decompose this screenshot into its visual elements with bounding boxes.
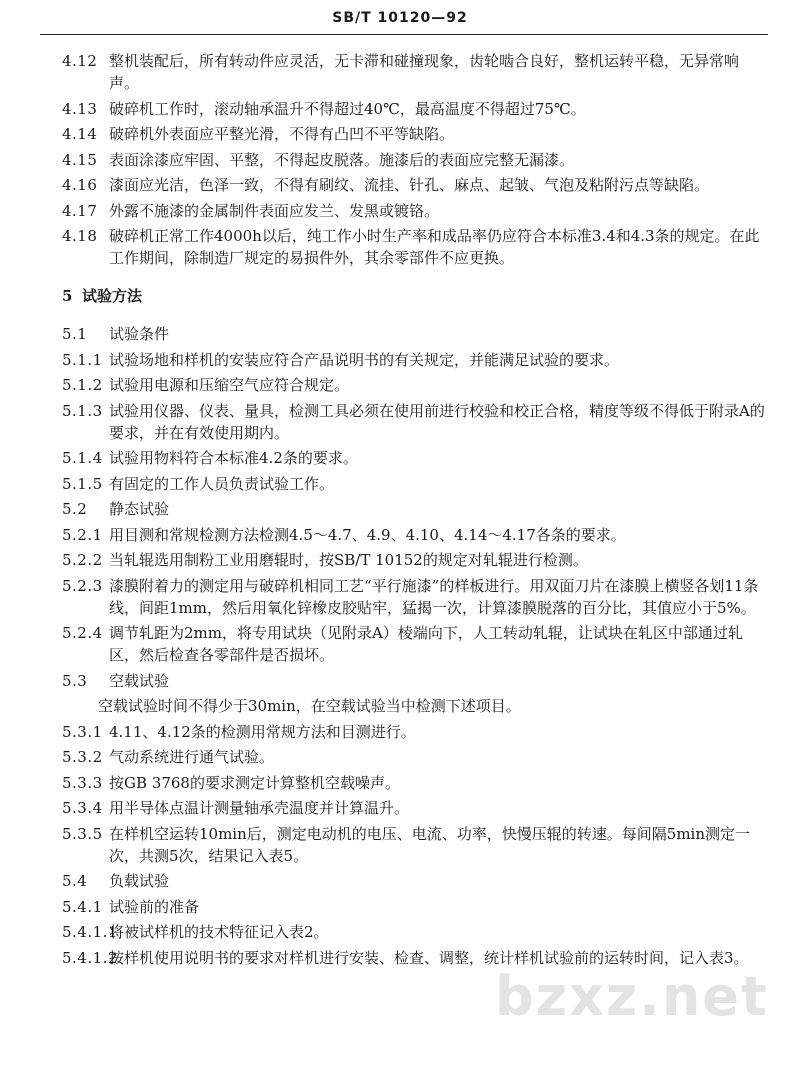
clause-number: 4.15 <box>62 150 98 169</box>
clause-number: 5.2.3 <box>62 576 103 595</box>
clause-item <box>62 575 767 619</box>
clause-text: 试验场地和样机的安装应符合产品说明书的有关规定，并能满足试验的要求。 <box>109 350 620 369</box>
clause-item <box>62 746 767 768</box>
clause-text: 破碎机工作时，滚动轴承温升不得超过40℃，最高温度不得超过75℃。 <box>109 99 586 118</box>
clause-item <box>62 670 767 692</box>
clause-item <box>62 524 767 546</box>
clause-number: 5.4.1.1 <box>62 923 118 941</box>
clause-number: 5.3.1 <box>62 722 103 741</box>
clause-number: 5.4.1.2 <box>62 948 118 967</box>
clause-text: 试验用仪器、仪表、量具，检测工具必须在使用前进行校验和校正合格，精度等级不得低于附录A的要求，并在有效使用期内。 <box>109 401 765 442</box>
clause-number: 5.2 <box>62 500 88 518</box>
clause-number: 5.3.5 <box>62 824 103 843</box>
header-rule <box>40 34 768 35</box>
clause-text: 按GB 3768的要求测定计算整机空载噪声。 <box>109 773 400 792</box>
clause-text: 用目测和常规检测方法检测4.5～4.7、4.9、4.10、4.14～4.17各条的要求。 <box>109 525 626 544</box>
clause-number: 4.18 <box>62 227 98 245</box>
clause-text: 破碎机正常工作4000h以后，纯工作小时生产率和成品率仍应符合本标准3.4和4.3条的规定。在此工作期间，除制造厂规定的易损件外，其余零部件不应更换。 <box>109 227 760 267</box>
clause-number: 5.1 <box>62 325 88 343</box>
clause-text: 漆面应光洁，色泽一致，不得有刷纹、流挂、针孔、麻点、起皱、气泡及粘附污点等缺陷。 <box>109 176 710 194</box>
clause-number: 5.1.2 <box>62 376 103 394</box>
clause-number: 5.1.4 <box>62 449 103 467</box>
clause-item <box>62 549 767 571</box>
clause-number: 5.3.2 <box>62 748 103 766</box>
clause-item <box>62 98 767 120</box>
paragraph: 空载试验时间不得少于30min，在空载试验当中检测下述项目。 <box>98 697 521 715</box>
clause-text: 按样机使用说明书的要求对样机进行安装、检查、调整，统计样机试验前的运转时间，记入表3。 <box>109 948 749 967</box>
clause-number: 5.4 <box>62 872 88 890</box>
clause-number: 4.13 <box>62 99 98 118</box>
clause-item <box>62 50 767 94</box>
clause-number: 5.4.1 <box>62 897 103 916</box>
clause-item <box>62 225 767 269</box>
clause-item <box>62 374 767 396</box>
clause-number: 4.16 <box>62 176 98 194</box>
clause-number: 5.3.3 <box>62 773 103 792</box>
clause-item <box>62 174 767 196</box>
clause-item <box>62 149 767 171</box>
clause-item <box>62 447 767 469</box>
clause-item <box>62 400 767 444</box>
clause-item <box>62 870 767 892</box>
clause-text: 4.11、4.12条的检测用常规方法和目测进行。 <box>109 722 416 741</box>
clause-text: 试验用物料符合本标准4.2条的要求。 <box>109 449 358 467</box>
clause-text: 整机装配后，所有转动件应灵活，无卡滞和碰撞现象，齿轮啮合良好，整机运转平稳，无异常响声。 <box>109 52 740 92</box>
clause-item <box>62 823 767 867</box>
clause-item <box>62 896 767 918</box>
clause-text: 有固定的工作人员负责试验工作。 <box>109 474 335 493</box>
clause-item <box>62 473 767 495</box>
clause-text: 负载试验 <box>109 872 170 890</box>
section-title: 试验方法 <box>82 287 143 305</box>
clause-number: 4.12 <box>62 52 98 70</box>
clause-item <box>62 721 767 743</box>
clause-text: 试验条件 <box>109 325 170 343</box>
document-header: SB/T 10120—92 <box>332 10 468 26</box>
clause-text: 漆膜附着力的测定用与破碎机相同工艺“平行施漆”的样板进行。用双面刀片在漆膜上横竖各划11条线，间距1mm，然后用氧化锌橡皮胶贴牢，猛揭一次，计算漆膜脱落的百分比，其值应小于5%。 <box>109 576 759 617</box>
clause-item <box>62 498 767 520</box>
section-heading <box>62 285 767 307</box>
clause-text: 静态试验 <box>109 500 170 518</box>
clause-text: 试验用电源和压缩空气应符合规定。 <box>109 376 350 394</box>
clause-number: 5.2.1 <box>62 525 103 544</box>
clause-item <box>62 622 767 666</box>
watermark: bzxz.net <box>495 965 769 1028</box>
clause-item <box>62 200 767 222</box>
clause-item <box>62 349 767 371</box>
clause-number: 5.3.4 <box>62 799 103 817</box>
clause-text: 当轧辊选用制粉工业用磨辊时，按SB/T 10152的规定对轧辊进行检测。 <box>109 551 588 569</box>
clause-number: 5.1.1 <box>62 350 103 369</box>
clause-text: 试验前的准备 <box>109 897 200 916</box>
clause-item <box>62 772 767 794</box>
clause-number: 5.2.4 <box>62 624 103 642</box>
clause-text: 调节轧距为2mm，将专用试块（见附录A）棱端向下，人工转动轧辊，让试块在轧区中部通过轧区，然后检查各零部件是否损坏。 <box>109 624 743 664</box>
clause-text: 表面涂漆应牢固、平整，不得起皮脱落。施漆后的表面应完整无漏漆。 <box>109 150 575 169</box>
section-number: 5 <box>62 287 73 305</box>
clause-item <box>62 797 767 819</box>
clause-number: 5.2.2 <box>62 551 103 569</box>
clause-text: 空载试验 <box>109 671 170 690</box>
clause-item <box>62 921 767 943</box>
clause-text: 气动系统进行通气试验。 <box>109 748 275 766</box>
clause-number: 5.1.3 <box>62 401 103 420</box>
clause-text: 用半导体点温计测量轴承壳温度并计算温升。 <box>109 799 410 817</box>
clause-text: 破碎机外表面应平整光滑，不得有凸凹不平等缺陷。 <box>109 125 455 143</box>
clause-text: 在样机空运转10min后，测定电动机的电压、电流、功率，快慢压辊的转速。每间隔5min测定一次，共测5次，结果记入表5。 <box>109 824 750 865</box>
clause-number: 5.3 <box>62 671 88 690</box>
clause-item <box>62 123 767 145</box>
clause-number: 4.17 <box>62 201 98 220</box>
document-body <box>62 50 767 972</box>
clause-text: 将被试样机的技术特征记入表2。 <box>109 923 329 941</box>
clause-item <box>62 323 767 345</box>
clause-number: 4.14 <box>62 125 98 143</box>
clause-text: 外露不施漆的金属制件表面应发兰、发黑或镀铬。 <box>109 201 440 220</box>
clause-number: 5.1.5 <box>62 474 103 493</box>
